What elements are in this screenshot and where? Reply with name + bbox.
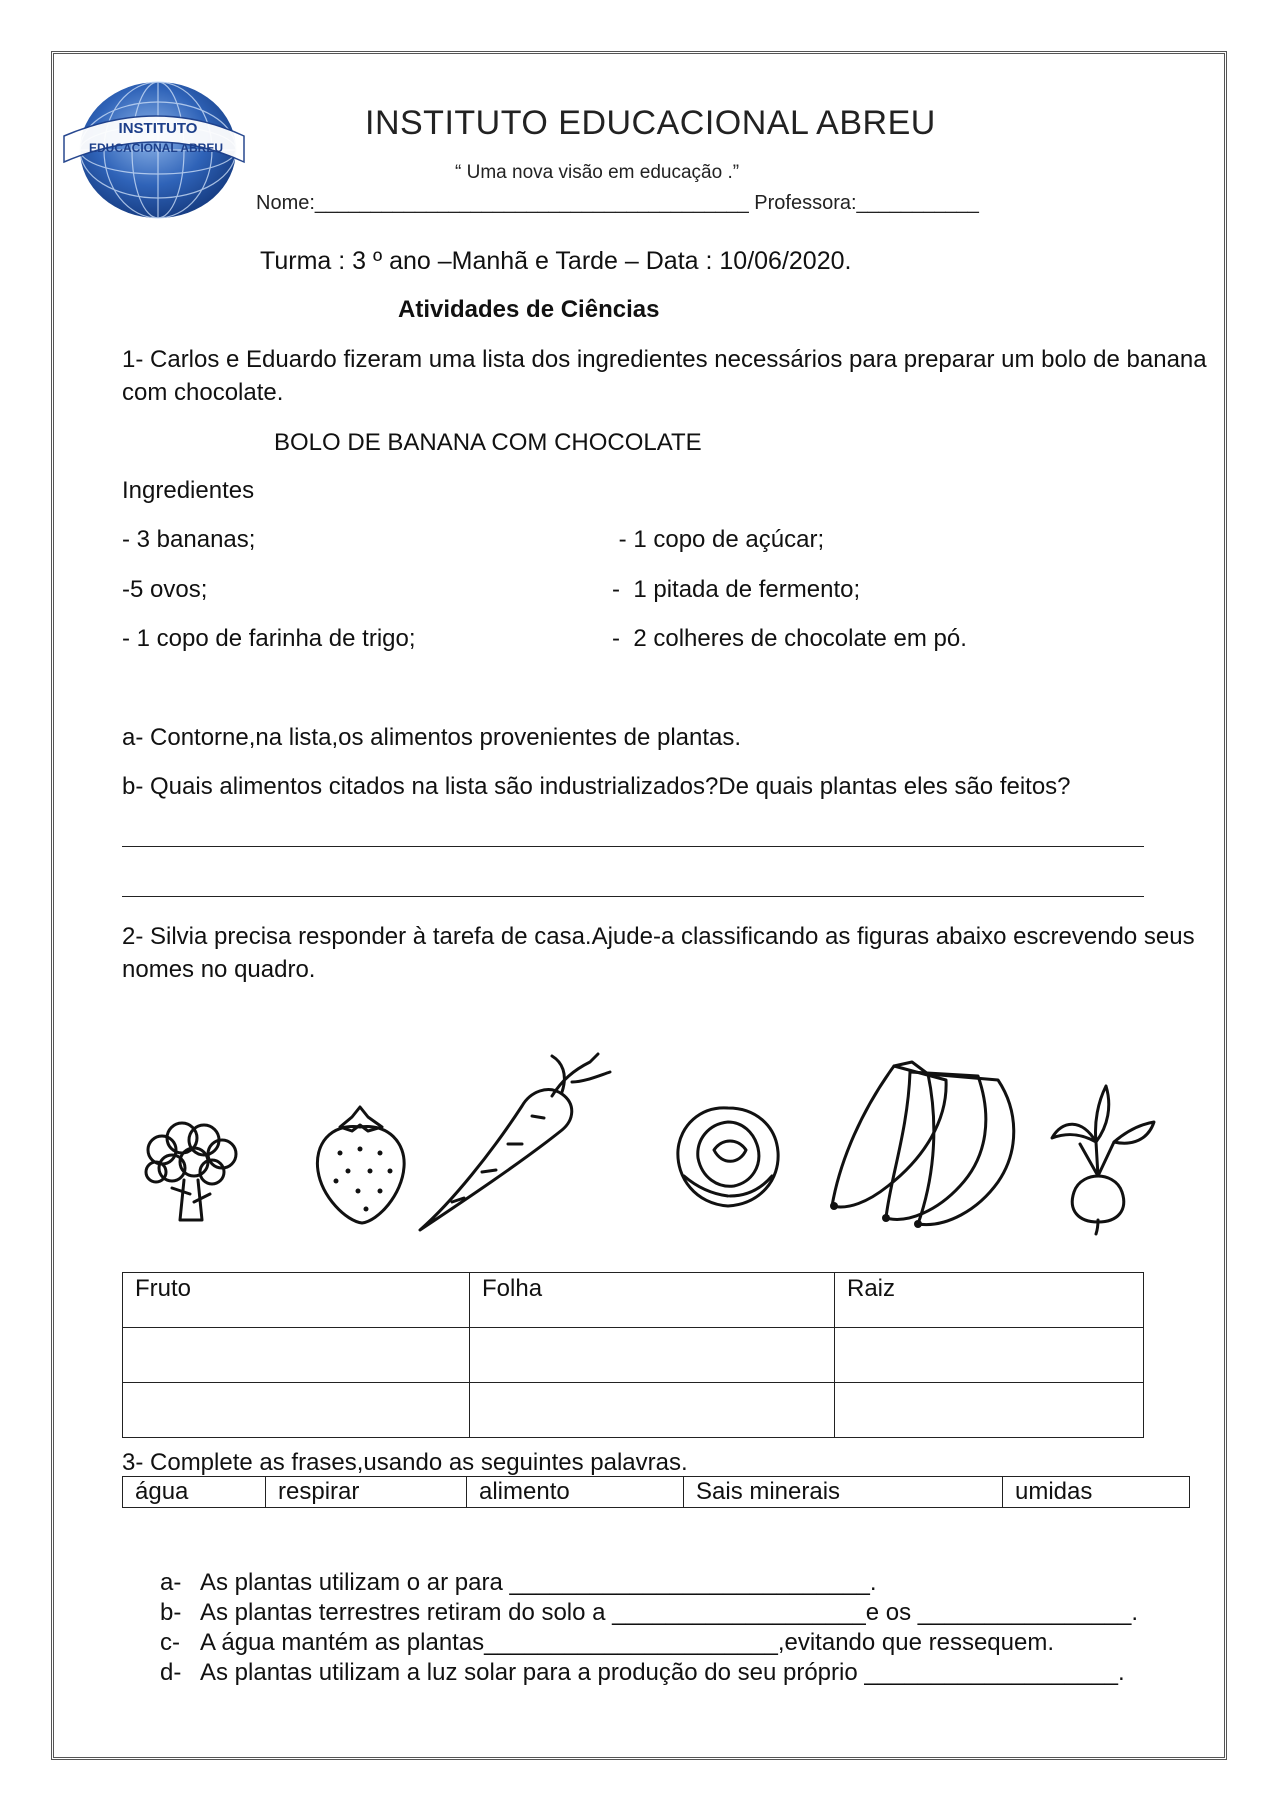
beet-icon [1038,1082,1156,1240]
ingredient-left-1: - 3 bananas; [122,526,256,553]
word-respirar: respirar [266,1477,467,1508]
sentence-d [160,1658,1125,1688]
word-agua: água [123,1477,266,1508]
cabbage-icon [668,1098,788,1213]
table-header-raiz: Raiz [835,1273,1144,1328]
word-alimento: alimento [467,1477,684,1508]
word-umidas: umidas [1003,1477,1190,1508]
table-header-fruto: Fruto [123,1273,470,1328]
sentence-text: A água mantém as plantas______________________,evitando que ressequem. [200,1629,1055,1656]
broccoli-icon [132,1110,252,1230]
strawberry-icon [310,1105,410,1225]
sentence-text: As plantas utilizam a luz solar para a produção do seu próprio ___________________. [200,1659,1125,1686]
carrot-icon [412,1052,617,1237]
q1-intro: 1- Carlos e Eduardo fizeram uma lista dos ingredientes necessários para preparar um bolo de banana com chocolate. [122,346,1207,406]
sentence-text: As plantas utilizam o ar para ___________________________. [200,1569,877,1596]
sentence-text: As plantas terrestres retiram do solo a ___________________e os ________________. [200,1599,1139,1626]
sentence-label: d- [160,1659,182,1686]
school-logo [58,78,248,223]
ingredient-right-2: - 1 pitada de fermento; [612,576,861,603]
ingredient-left-2: -5 ovos; [122,576,208,603]
sentence-label: c- [160,1629,180,1656]
ingredient-right-1: - 1 copo de açúcar; [612,526,825,553]
table-cell[interactable] [123,1328,470,1383]
sentence-label: a- [160,1569,182,1596]
answer-line-2[interactable] [122,896,1144,897]
ingredient-right-3: - 2 colheres de chocolate em pó. [612,625,967,652]
table-cell[interactable] [470,1328,835,1383]
class-date-line: Turma : 3 º ano –Manhã e Tarde – Data : 10/06/2020. [260,247,852,275]
ingredients-label: Ingredientes [122,477,255,504]
school-name: INSTITUTO EDUCACIONAL ABREU [365,104,936,142]
banana-icon [828,1060,1028,1232]
q3-intro: 3- Complete as frases,usando as seguintes palavras. [122,1449,688,1476]
word-sais-minerais: Sais minerais [684,1477,1003,1508]
slogan: “ Uma nova visão em educação .” [455,162,740,183]
sentence-a [160,1568,877,1598]
classification-table [122,1272,1144,1438]
answer-line-1[interactable] [122,846,1144,847]
table-cell[interactable] [835,1328,1144,1383]
word-bank [122,1476,1190,1508]
q2-intro: 2- Silvia precisa responder à tarefa de casa.Ajude-a classificando as figuras abaixo escrevendo seus nomes no quadro. [122,923,1195,983]
q1-a: a- Contorne,na lista,os alimentos provenientes de plantas. [122,724,742,751]
logo-text-2: EDUCACIONAL ABREU [88,141,224,155]
table-cell[interactable] [470,1383,835,1438]
sentence-b [160,1598,1138,1628]
q1-b: b- Quais alimentos citados na lista são industrializados?De quais plantas eles são feitos? [122,773,1071,800]
ingredient-left-3: - 1 copo de farinha de trigo; [122,625,416,652]
table-cell[interactable] [123,1383,470,1438]
worksheet-title: Atividades de Ciências [398,296,660,323]
sentence-label: b- [160,1599,182,1626]
table-cell[interactable] [835,1383,1144,1438]
name-teacher-line: Nome:_______________________________________ Professora:___________ [256,192,979,214]
logo-text-1: INSTITUTO [118,120,198,137]
sentence-c [160,1628,1054,1658]
recipe-title: BOLO DE BANANA COM CHOCOLATE [274,429,702,456]
table-header-folha: Folha [470,1273,835,1328]
